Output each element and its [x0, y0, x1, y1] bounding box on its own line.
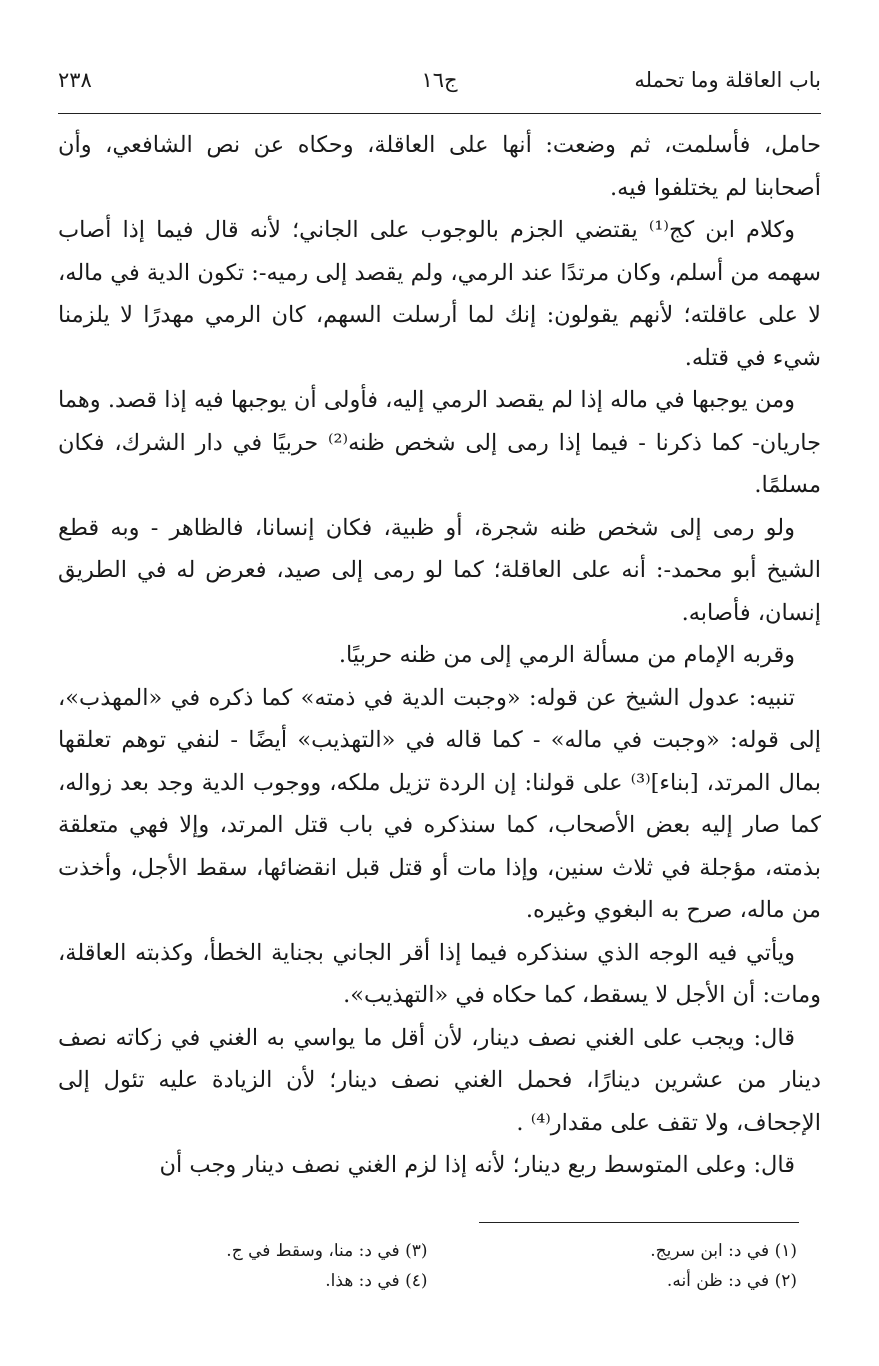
paragraph: قال: ويجب على الغني نصف دينار، لأن أقل ما يواسي به الغني في زكاته نصف دينار من عشرين دينارًا، فحمل الغني نصف دينار؛ لأن الزيادة عليه تئول إلى الإجحاف، ولا تقف على مقدار⁽⁴⁾ .	[58, 1024, 821, 1136]
footnote-rule	[479, 1222, 799, 1223]
paragraph: تنبيه: عدول الشيخ عن قوله: «وجبت الدية في ذمته» كما ذكره في «المهذب»، إلى قوله: «وجبت في ماله» - كما قاله في «التهذيب» أيضًا - لنفي توهم تعلقها بمال المرتد، [بناء]⁽³⁾ على قولنا: إن الردة تزيل ملكه، ووجوب الدية وجد بعد زواله، كما صار إليه بعض الأصحاب، كما سنذكره في باب قتل المرتد، وإلا فهي متعلقة بذمته، مؤجلة في ثلاث سنين، وإذا مات أو قتل قبل انقضائها، سقط الأجل، وأخذت من ماله، صرح به البغوي وغيره.	[58, 684, 821, 923]
page-number: ٢٣٨	[58, 68, 92, 92]
header-rule	[58, 113, 821, 114]
paragraph: ومن يوجبها في ماله إذا لم يقصد الرمي إليه، فأولى أن يوجبها فيه إذا قصد. وهما جاريان- كما ذكرنا - فيما إذا رمى إلى شخص ظنه⁽²⁾ حربيًا في دار الشرك، فكان مسلمًا.	[58, 387, 822, 498]
paragraph: ولو رمى إلى شخص ظنه شجرة، أو ظبية، فكان إنسانا، فالظاهر - وبه قطع الشيخ أبو محمد-: أنه على العاقلة؛ كما لو رمى إلى صيد، فعرض له في الطريق إنسان، فأصابه.	[58, 514, 821, 626]
running-header	[58, 64, 821, 104]
paragraph: وكلام ابن كج⁽¹⁾ يقتضي الجزم بالوجوب على الجاني؛ لأنه قال فيما إذا أصاب سهمه من أسلم، وكان مرتدًا عند الرمي، ولم يقصد إلى رميه-: تكون الدية في ماله، لا على عاقلته؛ لأنهم يقولون: إنك لما أرسلت السهم، كان الرمي مهدرًا لا يلزمنا شيء في قتله.	[58, 217, 821, 371]
paragraph: قال: وعلى المتوسط ربع دينار؛ لأنه إذا لزم الغني نصف دينار وجب أن	[159, 1152, 795, 1178]
paragraph: ويأتي فيه الوجه الذي سنذكره فيما إذا أقر الجاني بجناية الخطأ، وكذبته العاقلة، ومات: أن الأجل لا يسقط، كما حكاه في «التهذيب».	[58, 939, 821, 1008]
footnote-1: (١) في د: ابن سريج.	[650, 1241, 797, 1261]
paragraph: وقربه الإمام من مسألة الرمي إلى من ظنه حربيًا.	[338, 642, 795, 668]
footnotes	[58, 1236, 797, 1296]
footnote-2: (٢) في د: ظن أنه.	[666, 1271, 797, 1291]
footnote-4: (٤) في د: هذا.	[325, 1271, 428, 1291]
paragraph: حامل، فأسلمت، ثم وضعت: أنها على العاقلة، وحكاه عن نص الشافعي، وأن أصحابنا لم يختلفوا فيه.	[58, 132, 821, 201]
body-text	[58, 124, 821, 1187]
footnote-3: (٣) في د: منا، وسقط في ج.	[226, 1241, 428, 1261]
volume-number: ج١٦	[421, 68, 458, 92]
chapter-title: باب العاقلة وما تحمله	[634, 68, 821, 92]
